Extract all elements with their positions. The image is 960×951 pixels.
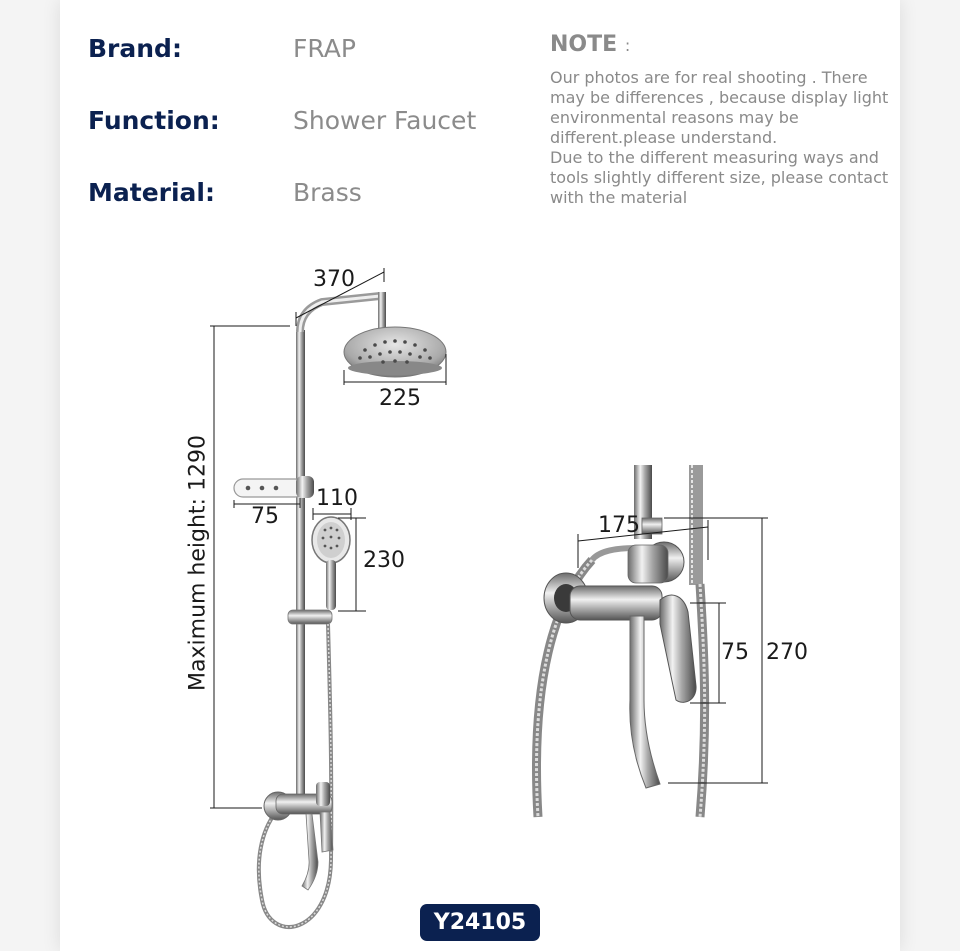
model-badge: Y24105 (420, 904, 540, 941)
overhead-shower-head (344, 327, 446, 377)
mixer-valve-left (264, 782, 333, 890)
handheld-width-label: 110 (316, 486, 358, 511)
function-value: Shower Faucet (293, 106, 477, 135)
brand-value: FRAP (293, 34, 356, 63)
arm-length-label: 370 (313, 267, 355, 292)
shelf-width-label: 75 (251, 504, 279, 529)
max-height-label: Maximum height: 1290 (185, 435, 211, 691)
valve-width-label: 175 (598, 513, 640, 538)
handheld-length-label: 230 (363, 548, 405, 573)
function-label: Function: (88, 106, 220, 135)
hose-left (259, 624, 331, 927)
note-paragraph-2: Due to the different measuring ways and tools slightly different size, please contact with the material (550, 148, 889, 207)
valve-height-label: 270 (766, 640, 808, 665)
shelf (234, 476, 314, 498)
note-colon: : (624, 36, 631, 55)
material-value: Brass (293, 178, 362, 207)
handle-height-label: 75 (721, 640, 749, 665)
material-label: Material: (88, 178, 215, 207)
brand-label: Brand: (88, 34, 182, 63)
note-paragraph-1: Our photos are for real shooting . There may be differences , because display light environmental reasons may be different.please understand. (550, 68, 889, 147)
note-title-text: NOTE (550, 32, 618, 57)
head-diameter-label: 225 (379, 386, 421, 411)
